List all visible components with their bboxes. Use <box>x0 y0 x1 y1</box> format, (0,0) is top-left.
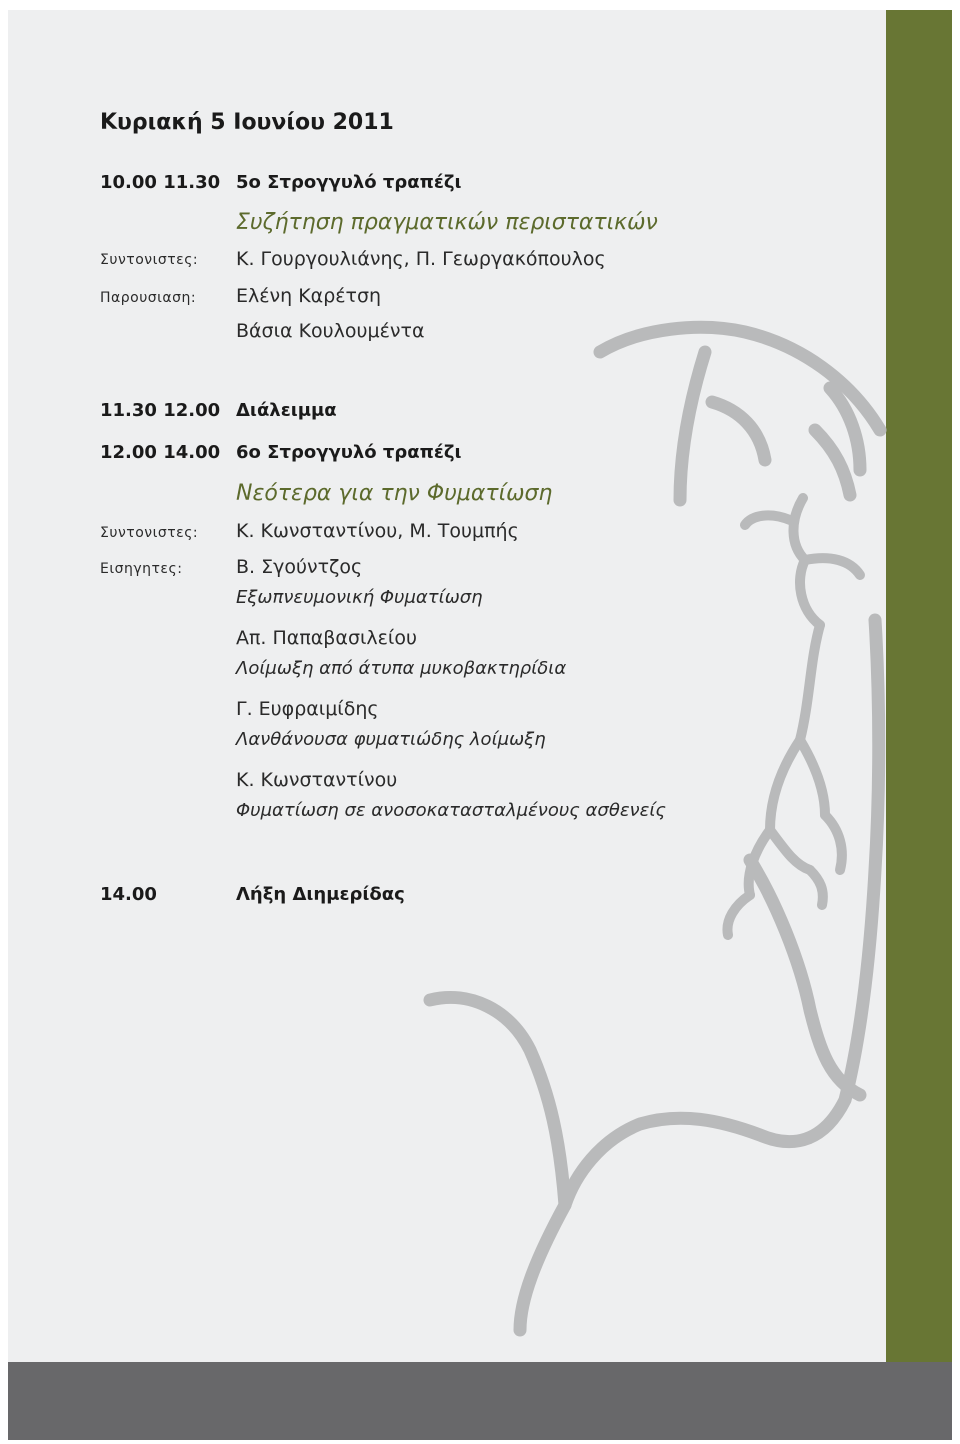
session-1-title: 5ο Στρογγυλό τραπέζι <box>236 172 462 193</box>
session-3-time: 12.00 14.00 <box>100 442 221 463</box>
talk-3-topic: Λανθάνουσα φυματιώδης λοίμωξη <box>236 729 546 750</box>
session-1-theme: Συζήτηση πραγματικών περιστατικών <box>236 210 658 235</box>
bottom-bar <box>8 1362 952 1440</box>
session-1-moderators: Κ. Γουργουλιάνης, Π. Γεωργακόπουλος <box>236 248 606 270</box>
session-1-moderators-label: Συντονιστες: <box>100 252 199 268</box>
session-3-moderators: Κ. Κωνσταντίνου, Μ. Τουμπής <box>236 520 519 542</box>
session-3-theme: Νεότερα για την Φυματίωση <box>236 481 553 506</box>
session-2-time: 11.30 12.00 <box>100 400 221 421</box>
talk-1-speaker: Β. Σγούντζος <box>236 556 363 578</box>
talk-4-speaker: Κ. Κωνσταντίνου <box>236 769 398 791</box>
session-3-speakers-label: Εισηγητες: <box>100 561 183 577</box>
session-1-presenter-1: Ελένη Καρέτση <box>236 285 382 307</box>
talk-2-topic: Λοίμωξη από άτυπα μυκοβακτηρίδια <box>236 658 567 679</box>
session-1-presentation-label: Παρουσιαση: <box>100 290 197 306</box>
talk-1-topic: Εξωπνευμονική Φυματίωση <box>236 587 483 608</box>
session-1-time: 10.00 11.30 <box>100 172 221 193</box>
session-3-moderators-label: Συντονιστες: <box>100 525 199 541</box>
side-accent-bar <box>886 10 952 1362</box>
talk-3-speaker: Γ. Ευφραιμίδης <box>236 698 379 720</box>
talk-2-speaker: Απ. Παπαβασιλείου <box>236 627 417 649</box>
session-3-title: 6ο Στρογγυλό τραπέζι <box>236 442 462 463</box>
session-4-title: Λήξη Διημερίδας <box>236 884 405 905</box>
date-heading: Κυριακή 5 Ιουνίου 2011 <box>100 110 394 135</box>
session-1-presenter-2: Βάσια Κουλουμέντα <box>236 320 425 342</box>
session-2-title: Διάλειμμα <box>236 400 337 421</box>
talk-4-topic: Φυματίωση σε ανοσοκατασταλμένους ασθενείς <box>236 800 666 821</box>
session-4-time: 14.00 <box>100 884 157 905</box>
